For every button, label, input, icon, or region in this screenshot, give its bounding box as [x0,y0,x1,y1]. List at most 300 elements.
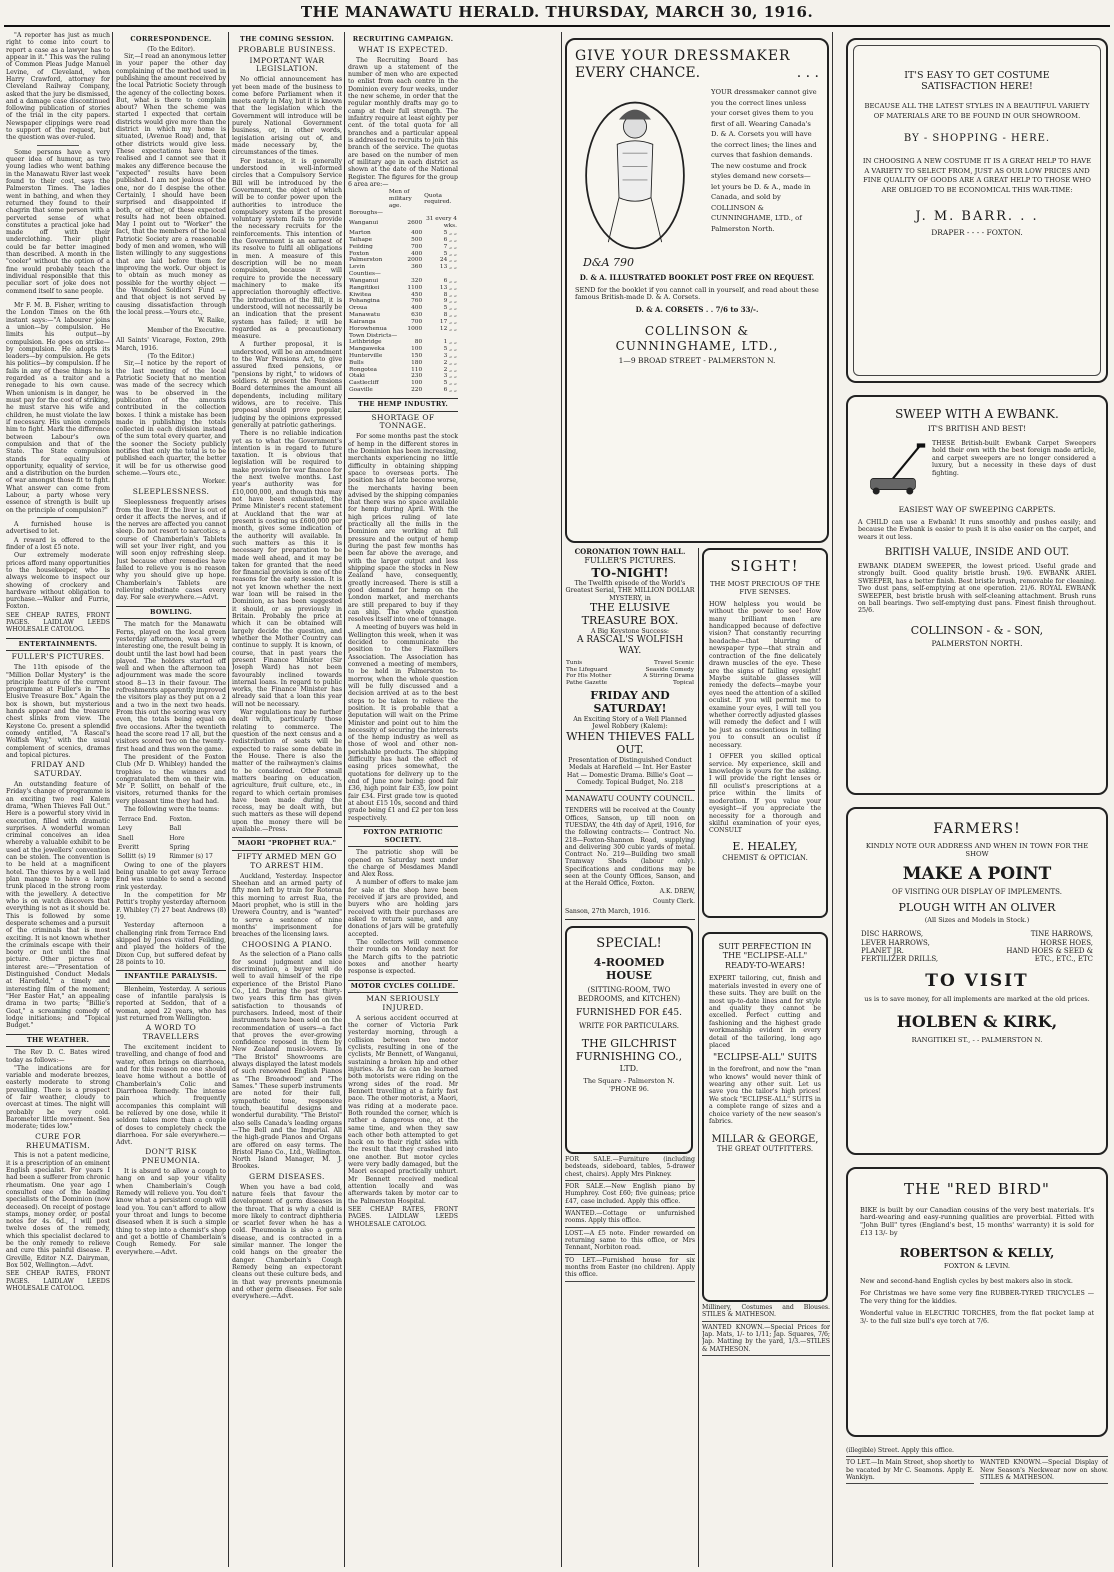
ad-headline: SATISFACTION HERE! [921,81,1033,93]
ad-body: An Exciting Story of a Well Planned Jewel Robbery (Kalem): [573,715,687,731]
ad-body: BECAUSE ALL THE LATEST STYLES IN A BEAUTIFUL VARIETY OF MATERIALS ARE TO BE FOUND IN OUR SHOWROOM. [864,102,1090,120]
article-paragraph: Sir,—I notice by the report of the last meeting of the local Patriotic Society that no mention was made of the secrecy which was to be observed in the publication of the amounts contributed in the collection boxes. I think a mistake has been made in publishing the totals collected in each division instead of the sum total every quarter, and the sooner the Society publicly notifies that only the total is to be published each quarter, the better it will be for us otherwise good scheme.—Yours etc., [116,360,226,477]
carpet-sweeper-icon [858,442,928,498]
article-paragraph: There is no reliable indication yet as to what the Government's intention is in regard to future taxation. It is obvious that legislation will be required to make provision for war finance for the next twelve months. Last year's authority was for £10,000,000, and though this may not have been exhausted, the Prime Minister's recent statement at Auckland that the war at present is costing us £600,000 per month, gives some indication of the authority will available. In such matters as this it is necessary for preparation to be made well ahead, and it may be taken for granted that the need for financial provision is one of the reasons for the early session. It is not yet known whether the next war loan will be raised in the Dominion, as has been suggested it should, or as previously in Britain. Probably the price at which it can be obtained will largely decide the question, and whether the Mother Country can continue to supply. It is known, of course, that in past years the present Finance Minister (Sir Joseph Ward) has not been favourably inclined towards internal loans. In regard to public works, the Finance Minister has already said that a loan this year will not be necessary. [232,430,342,708]
table-row [348,244,458,251]
table-cell: Kairanga [349,318,376,325]
article-paragraph: A meeting of buyers was held in Wellington this week, when it was decided to communicate the position to the Flaxmillers Association. The Association has convened a meeting of members, to be held in Palmerston to-morrow, when the whole question will be fully discussed and a decision arrived at as to the best steps to be taken to relieve the position. It is probable that a deputation will wait on the Prime Minister and point out to him the necessity of securing the interests of the hemp industry as well as those of wool and other non-perishable products. The shipping difficulty has had the effect of easing prices somewhat, the quotations for delivery up to the end of June now being: good fair £36, high point fair £35, low point fair £34. First grade tow is quoted at about £15 10s, second and third grade being £1 and £2 per ton less respectively. [348,624,458,822]
table-cell: Levin [349,264,366,271]
table-cell: 400 [411,230,423,237]
section-heading: THE WEATHER. [6,1034,110,1048]
ad-headline: TO VISIT [925,971,1029,992]
table-cell: 17 „ „ [439,318,457,325]
ad-price: D. & A. CORSETS . . 7/6 to 33/-. [635,305,759,315]
headline: FIFTY ARMED MEN GO TO ARREST HIM. [237,852,337,870]
notice: SEE CHEAP RATES, FRONT PAGES. LAIDLAW LEEDS WHOLESALE CATOLOG. [6,611,110,634]
article-paragraph: The match for the Manawatu Ferns, played on the local green yesterday afternoon, was a very interesting one, the result being in doubt until the last bowl had been played. The holders started off well and when the afternoon tea adjournment was made the score stood 8—13 in their favour. The refreshments apparently improved the visitors play as they put on a 2 and a two in the next two heads. From this out the scoring was very even, the totals being equal on five occasions. After the twentieth head the score read 17 all, but the visitors scored two on the twenty-first head and thus won the game. [116,621,226,753]
section-heading: CORRESPONDENCE. [130,35,212,43]
table-row [118,835,224,842]
table-cell: Rongotea [349,366,378,373]
table-cell: Lethbridge [349,339,382,346]
table-cell: 6 „ „ [443,387,457,394]
signature: Worker. [202,478,226,486]
table-cell: 6 „ „ [443,236,457,243]
signature: A.K. DREW, [659,887,695,895]
costume-advertisement [846,38,1108,383]
classified-ad: WANTED.—Cottage or unfurnished rooms. Apply this office. [565,1208,695,1228]
ad-headline: FARMERS! [933,821,1021,837]
table-row [348,380,458,387]
table-cell: Everitt [118,843,139,851]
table-cell: 2000 [407,257,423,264]
table-cell: 100 [411,380,423,387]
ad-body: (All Sizes and Models in Stock.) [924,915,1030,924]
article-paragraph: Owing to one of the players being unable to get away Terrace End was unable to send a second rink yesterday. [116,861,226,891]
corset-model-number: D&A 790 [583,256,635,270]
article-paragraph: For some months past the stock of hemp in the different stores in the Dominion has been increasing, merchants experiencing no little difficulty in obtaining shipping space to overseas ports. The position has of late become worse, the merchants having been advised by the shipping companies that there was no space available for hemp during April. With the high prices ruling of late practically all the mills in the Dominion are working at full pressure and the output of hemp during the past few months has been far above the average, and with the larger output and less shipping space the stocks in New Zealand have, consequently, greatly increased. There is still a good demand for hemp on the London market, and merchants are still prepared to buy if they can ship. The whole question resolves itself into one of tonnage. [348,433,458,624]
table-cell: Pohangina [349,298,380,305]
article-paragraph: The Recruiting Board has drawn up a statement of the number of men who are expected to enlist from each centre in the Dominion every four weeks, under the new scheme, in order that the regular monthly drafts may go to camp at their full strength. The infantry require at least eighty per cent. of the total quota for all branches and a particular appeal is addressed to recruits to join this branch of the service. The quotas are based on the number of men of military age in each district as shown at the date of the National Register. The figures for the group 6 area are:— [348,56,458,188]
classified-ad: LOST.—A £5 note. Finder rewarded on returning same to this office, or Mrs Tennant, Norbiton road. [565,1228,695,1255]
column-5-left [565,548,695,1567]
article-paragraph: A further proposal, it is understood, will be an amendment to the War Pensions Act, to give assured fixed pensions, or "pensions by right," to widows of soldiers. At present the Pensions Board determines the amount all dependents, including military widows, are to receive. This proposal should prove popular, judging by the opinions expressed generally at patriotic gatherings. [232,341,342,429]
column-divider [344,32,345,1567]
article-paragraph: A furnished house is advertised to let. [6,521,110,536]
article-paragraph: It is absurd to allow a cough to hang on and sap your vitality when Chamberlain's Cough Remedy will relieve you. You don't know what a persistent cough will lead you. You can't afford to allow your throat and lungs to become diseased when it is such a simple thing to step into a chemist's shop and get a bottle of Chamberlain's Cough Remedy. For sale everywhere.—Advt. [116,1168,226,1256]
table-cell: 1000 [407,325,423,332]
table-row [118,825,224,832]
article-paragraph: Mr F. M. B. Fisher, writing to the London Times on the 6th instant says:—"A labourer joins a union—by compulsion. He limits his output—by compulsion. He goes on strike—by compulsion. He adopts its leaders—by compulsion. He gets his politics—by compulsion. If he fails in any of these things he is regarded as a traitor and a renegade to his own cause. When unionism is in danger, he must pay for the cost of striking, he must starve his wife and children, he must violate the law if necessary. His union compels him to fight. Mark the difference between Labour's own compulsion and that of the State. The State compulsion stands for equality of opportunity, equality of service, and a distribution on the burden of war amongst those fit to fight. What answer can come from Labour, a party whose very essence of strength is built up on the principle of compulsion?" [6,301,110,514]
table-cell: 7 „ „ [443,243,457,250]
ad-headline: 4-ROOMED HOUSE [593,956,665,983]
column-divider [698,548,699,1567]
ad-headline: FULLER'S PICTURES. [584,556,676,566]
ad-firm-name: COLLINSON & [644,324,750,339]
ad-firm-title: THE GREAT OUTFITTERS. [716,1145,814,1154]
table-row [348,271,458,278]
column-1 [6,32,110,1567]
ad-body: A CHILD can use a Ewbank! It runs smoothly and pushes easily; and because the Ewbank is easier to push it is also easier on the carpet, and wears it out less. [858,518,1096,541]
ad-product: PLOUGH WITH AN OLIVER [898,900,1056,914]
separator [37,298,79,299]
table-cell: Wanganui [349,219,379,226]
article-paragraph: When you have a bad cold, nature feels that favour the development of germ diseases in the throat. That is why a child is more likely to contract diphtheria or scarlet fever when he has a cold. Pneumonia is also a germ disease, and is contracted in a similar manner. The longer the cold hangs on the greater the danger. Chamberlain's Cough Remedy being an expectorant cleans out these culture beds, and in that way prevents pneumonia and other germ diseases. For sale everywhere.—Advt. [232,1183,342,1301]
table-cell: Rangitikei [349,284,380,291]
separator [37,517,79,518]
table-cell: PLANET JR. [861,946,904,955]
table-cell: 8 „ „ [443,312,457,319]
ad-body: Wonderful value in ELECTRIC TORCHES, from the flat pocket lamp at 3/- to the full size bull's eye torch at 7/6. [860,1310,1094,1325]
table-row [860,930,1094,938]
feature-title: WHEN THIEVES FALL OUT. [566,729,694,756]
table-header: Terrace End. [118,816,158,824]
column-2 [116,32,226,1567]
article-paragraph: A reward is offered to the finder of a lost £5 note. [6,536,110,551]
table-cell: 13 „ „ [439,284,457,291]
table-row [118,853,224,860]
table-cell: 31 every 4 wks. [426,216,457,230]
classified-ad: WANTED KNOWN.—Special Display of New Season's Neckwear now on show. STILES & MATHESON. [980,1457,1108,1484]
table-cell: Marton [349,230,371,237]
table-cell: Oroua [349,305,368,312]
ad-body: WRITE FOR PARTICULARS. [578,1021,680,1030]
headline: FRIDAY AND SATURDAY. [30,760,86,779]
table-cell: Pathe Gazette [566,680,608,687]
coronation-hall-advertisement [565,548,695,791]
ad-body: THESE British-built Ewbank Carpet Sweepers hold their own with the best foreign made article, and carpet sweepers are no longer considered a luxury, but a necessity in these days of dust fighting. [932,440,1096,477]
table-cell: Kiwitea [349,291,372,298]
ad-firm-name: ROBERTSON & KELLY, [899,1245,1055,1260]
table-cell: 220 [411,387,423,394]
ad-price: FURNISHED FOR £45. [576,1007,682,1018]
ad-venue: CORONATION TOWN HALL. [574,548,686,556]
table-row [348,319,458,326]
programme-table [565,660,695,687]
table-cell: LEVER HARROWS, [861,938,930,947]
table-header [348,189,388,209]
table-row [348,387,458,394]
separator [37,145,79,146]
table-row [565,660,695,667]
table-cell: 6 „ „ [443,277,457,284]
column-divider [832,32,833,1567]
table-row [565,680,695,687]
table-cell: 2600 [407,219,423,226]
quota-table [348,189,458,394]
table-row [348,373,458,380]
article-paragraph: Our extremely moderate prices afford many opportunities to the housekeeper, who is always welcome to inspect our showing of crockery and hardware without obligation to purchase.—Walker and Furrie, Foxton. [6,552,110,611]
ad-address: RANGITIKEI ST., - - PALMERSTON N. [911,1036,1043,1045]
table-row [118,816,224,823]
table-row [348,285,458,292]
table-cell: Bulls [349,359,364,366]
table-group-label: Town Districts— [349,332,398,339]
table-cell: The Lifeguard [566,666,608,673]
table-cell: 13 „ „ [439,264,457,271]
table-cell: 700 [411,318,423,325]
section-heading: MAORI "PROPHET RUA." [232,837,342,851]
ad-firm-name: MILLAR & GEORGE, [711,1133,819,1145]
masthead-rule [4,25,1110,27]
ad-address: FOXTON & LEVIN. [943,1261,1011,1270]
ad-body: BIKE is built by our Canadian cousins of the very best materials. It's hard-wearing and easy-running qualities are proverbial. Fitted with "John Bull" tyres (England's best, 15 months' warranty) it is sold for £13 13/- by [860,1205,1094,1237]
table-row [348,326,458,333]
feature-title: A RASCAL'S WOLFISH WAY. [576,635,684,657]
ad-headline: GIVE YOUR DRESSMAKER [575,48,791,64]
ad-slogan: EASIEST WAY OF SWEEPING CARPETS. [898,505,1056,514]
table-cell: 1100 [407,284,423,291]
table-row [348,257,458,264]
table-cell: DISC HARROWS, [861,930,924,939]
table-cell: 5 „ „ [443,305,457,312]
table-cell: 8 „ „ [443,291,457,298]
table-cell: Snell [118,834,134,842]
ad-firm-name: THE GILCHRIST [581,1036,677,1050]
classified-ad: Millinery, Costumes and Blouses. STILES & MATHESON. [702,1302,830,1322]
article-paragraph: Sir,—I read an anonymous letter in your paper the other day complaining of the method used in publishing the amount received by the local Patriotic Society through the agency of the collecting boxes. But, what is there to complain about? When the scheme was started I expected that certain districts would give more than the district in which my home is situated, (Avenue Road) and, that other districts would give less. These expectations have been realised and I cannot see that it makes any difference because the "expected" results have been published. I am not jealous of the one, nor do I despise the other. Certainly, I should have been surprised and disappointed if both, or either, of these expected results had not been obtained. May I point out to "Worker" the fact, that the members of the local Patriotic Society are a reasonable body of men and women, who will listen willingly to any suggestions that are laid before them for improving the work. Our object is to obtain as much money as possible for the worthy object — the Wounded Soldiers' Fund — and that object is not served by causing dissatisfaction through the local press.—Yours etc., [116,52,226,316]
column-3 [232,32,342,1567]
table-row [348,292,458,299]
table-row [348,360,458,367]
notice-body: TENDERS will be received at the County Offices, Sanson, up till noon on TUESDAY, the 4th day of April, 1916, for the following contracts:— Contract No. 218—Foxton-Shannon Road, supplying and delivering 300 cubic yards of metal. Contract No. 219—Building two small Tramway Sheds (labour only). Specifications and conditions may be seen at the County Offices, Sanson, and at the Herald Office, Foxton. [565,807,695,888]
column-divider [112,32,113,1567]
headline: CURE FOR RHEUMATISM. [25,1131,91,1150]
table-cell: 2 „ „ [443,366,457,373]
implements-table [860,930,1094,963]
table-cell: 230 [411,373,423,380]
section-heading: RECRUITING CAMPAIGN. [352,35,454,43]
article-paragraph: The Rev D. C. Bates wired today as follows:— [6,1049,110,1064]
table-cell: 2 „ „ [443,359,457,366]
ad-body: Presentation of Distinguished Conduct Medals at Harefield — Int. Her Easter Hat — Domestic Drama. Billie's Goat — Comedy. Topical Budget, No. 218 [566,756,694,786]
ad-products: EWBANK DIADEM SWEEPER, the lowest priced. Useful grade and strongly built. Good quality bristle brush. 19/6. EWBANK ARIEL SWEEPER, has a better finish. Best bristle brush, removable for cleaning. Two dust pans, self-emptying at one operation. 21/6. ROYAL EWBANK SWEEPER, best bristle brush with self-cleaning attachment. Brush runs on ball bearings. Two self-emptying dust pans. Finest finish throughout. 25/6. [858,562,1096,615]
table-cell: 760 [411,298,423,305]
article-paragraph: The excitement incident to travelling, and change of food and water, often brings on diarrhoea, and for this reason no one should leave home without a bottle of Chamberlain's Colic and Diarrhoea Remedy. The intense pain which frequently accompanies this complaint will be relieved by one dose, while it seldom takes more than a couple of doses to completely check the diarrhoea. For sale everywhere.—Advt. [116,1044,226,1147]
headline: IMPORTANT WAR LEGISLATION. [249,55,325,74]
ad-body: SEND for the booklet if you cannot call in yourself, and read about these famous British-made D. & A. Corsets. [575,285,819,302]
ad-body: us is to save money, for all implements are marked at the old prices. [864,994,1090,1003]
table-cell: 320 [411,277,423,284]
table-row [118,844,224,851]
article-paragraph: Sleeplessness frequently arises from the liver. If the liver is out of order it affects the nerves, and if the nerves are affected you cannot sleep. Do not resort to narcotics; a course of Chamberlain's Tablets will set your liver right, and you will soon enjoy refreshing sleep. Just because other remedies have failed to relieve you is no reason why you should give up hope. Chamberlain's Tablets are relieving obstinate cases every day. For sale everywhere.—Advt. [116,499,226,602]
table-cell: 80 [414,339,423,346]
ad-slogan: BY - SHOPPING - HERE. [903,133,1051,145]
classified-ad: FOR SALE.—Furniture (including bedsteads, sideboard, tables, 5-drawer chest, chairs). Apply Mrs Pinkney. [565,1154,695,1181]
ad-firm-name: CUNNINGHAME, LTD., [615,338,779,353]
corset-advertisement [565,38,829,543]
classified-ad: TO LET.—In Main Street, shop shortly to be vacated by Mr C. Seamons. Apply E. Wankiyn. [846,1457,974,1484]
table-row [860,955,1094,963]
notice: SEE CHEAP RATES, FRONT PAGES. LAIDLAW LEEDS WHOLESALE CATOLOG. [348,1205,458,1228]
ad-subheadline: THE MOST PRECIOUS OF THE FIVE SENSES. [710,579,820,596]
table-cell: A Stirring Drama [643,673,694,680]
ad-headline: THE "RED BIRD" [904,1180,1050,1198]
table-cell: 100 [411,346,423,353]
classified-ad: (illegible) Street. Apply this office. [846,1445,1108,1457]
article-paragraph: As the selection of a Piano calls for sound judgment and nice discrimination, a buyer will do well to avail himself of the ripe experience of the Bristol Piano Co., Ltd. During the past thirty-two years this firm has given satisfaction to thousands of purchasers. Indeed, most of their instruments have been sold on the recommendation of users—a fact that proves the ever-growing confidence reposed in them by New Zealand music-lovers. In "The Bristol" Showrooms are always displayed the latest models of such renowned English Pianos as "The Broadwood" and "The Sames." These superb instruments are noted for their full, sympathetic tone, responsive touch, beautiful designs and wonderful durability. "The Bristol" also sells Canada's leading organs—The Bell and the Imperial. All the high-grade Pianos and Organs are offered on easy terms. The Bristol Piano Co., Ltd., Wellington. North Island Manager, M. J. Brookes. [232,951,342,1171]
table-cell: 500 [411,236,423,243]
ad-firm-name: E. HEALEY, [732,839,798,853]
article-paragraph: A number of offers to make jam for sale at the shop have been received if jars are provided, and buyers who are holding jars received with their purchases are asked to return same, and any donations of jars will be gratefully accepted. [348,879,458,938]
table-group-label: Counties— [349,271,381,278]
table-cell: 450 [411,291,423,298]
table-cell: Spring [169,843,190,851]
table-cell: 1 „ „ [443,339,457,346]
table-cell: Sollitt (s) 19 [118,852,156,860]
classified-ad: TO LET.—Furnished house for six months from Easter (no children). Apply this office. [565,1255,695,1282]
ad-body: OF VISITING OUR DISPLAY OF IMPLEMENTS. [892,887,1062,896]
ad-body: YOUR dressmaker cannot give you the correct lines unless your corset gives them to you first of all. Wearing Canada's D. & A. Corsets you will have the correct lines; the lines and curves that fashion demands. The new costume and frock styles demand new corsets—let yours be D. & A., made in Canada, and sold by COLLINSON & CUNNINGHAME, LTD., of Palmerston North. [711,88,817,233]
headline: WHAT IS EXPECTED. [358,44,448,54]
ad-headline: SWEEP WITH A EWBANK. [895,407,1059,421]
section-heading: FOXTON PATRIOTIC SOCIETY. [348,826,458,847]
column-5-right [702,548,830,1567]
table-cell: 360 [411,264,423,271]
section-heading: MOTOR CYCLES COLLIDE. [348,980,458,994]
ad-slogan: BRITISH VALUE, INSIDE AND OUT. [884,547,1070,559]
masthead: THE MANAWATU HERALD. THURSDAY, MARCH 30, 1916. [300,3,814,21]
table-row [348,216,458,230]
ad-firm-title: CHEMIST & OPTICIAN. [722,853,808,862]
ad-subheadline: IT'S BRITISH AND BEST! [927,424,1027,434]
table-cell: 5 „ „ [443,250,457,257]
feature-title: THE ELUSIVE TREASURE BOX. [581,601,679,628]
ad-firm-name: COLLINSON - & - SON, [910,623,1044,637]
article-paragraph: Yesterday afternoon a challenging rink from Terrace End skipped by Jones visited Feilding, and played the holders of the Dixon Cup, but suffered defeat by 28 points to 10. [116,922,226,966]
table-cell: Travel Scenic [654,659,694,666]
table-cell: 400 [411,305,423,312]
table-row [348,230,458,237]
ad-headline: EVERY CHANCE. [575,64,701,81]
headline: A WORD TO TRAVELLERS [142,1023,200,1042]
table-cell: Palmerston [349,257,383,264]
section-heading: INFANTILE PARALYSIS. [116,970,226,984]
subheading: (To the Editor). [147,45,195,53]
headline: SHORTAGE OF TONNAGE. [371,412,435,431]
table-cell: HORSE HOES, [1040,938,1093,947]
subheading: (To the Editor.) [147,353,195,360]
table-cell: Otaki [349,373,365,380]
article-paragraph: This is not a patent medicine, it is a prescription of an eminent English specialist. For years I had been a sufferer from chronic rheumatism. One year ago I consulted one of the leading specialists of the Dominion (now deceased). On receipt of postage stamps, money order, or postal notes for 4s. 6d., I will post twelve doses of the remedy, which this specialist declared to be the only remedy to relieve and cure this painful disease. P. Greville, Editor N.Z. Dairyman, Box 502, Wellington.—Advt. [6,1152,110,1270]
notice-title: MANAWATU COUNTY COUNCIL. [565,794,695,804]
special-house-advertisement [565,926,693,1154]
table-row [348,210,458,217]
article-paragraph: The patriotic shop will be opened on Saturday next under the charge of Mesdames Mandl and Alex Ross. [348,849,458,879]
corset-woman-icon [575,91,695,251]
article-paragraph: The following were the teams: [124,806,220,814]
ad-body: For Christmas we have some very fine RUBBER-TYRED TRICYCLES — The very thing for the kiddies. [860,1290,1094,1305]
ad-headline: READY-TO-WEARS! [725,960,805,970]
headline: PROBABLE BUSINESS. [238,44,336,54]
ad-address: 1—9 BROAD STREET - PALMERSTON N. [618,355,776,365]
table-row [565,667,695,674]
farmers-implements-advertisement [846,807,1108,1155]
ad-body: (SITTING-ROOM, TWO BEDROOMS, and KITCHEN) [577,986,681,1003]
table-cell: Castlecliff [349,380,379,387]
table-row [348,339,458,346]
table-cell: 150 [411,353,423,359]
table-cell: 12 „ „ [439,325,457,332]
ad-headline: MAKE A POINT [902,863,1052,884]
table-row [860,939,1094,947]
ad-body: HOW helpless you would be without the power to see! How many brilliant men are handicapped because of defective vision? That constantly recurring headache—that blurring of newspaper type—that strain and contraction of the fine delicately drawn muscles of the eye. These are the signs of failing eyesight! Maybe suitable glasses will remedy the defects—maybe your eyes need the attention of a skilled oculist. If you will permit me to examine your eyes, I will tell you whether correctly adjusted glasses will remedy the defect and I will be just as conscientious in telling you to consult an oculist if necessary. [709,600,821,749]
ad-address: PALMERSTON NORTH. [931,638,1023,648]
ad-headline: SPECIAL! [596,936,662,952]
table-cell: Mangaweka [349,346,385,353]
section-heading: THE COMING SESSION. [239,35,335,43]
ad-firm-name: LTD. [619,1063,639,1073]
table-header: Quota required. [424,192,452,206]
article-paragraph: War regulations may be further dealt with, particularly those relating to commerce. The question of the next census and a redistribution of seats will be expected to raise some debate in the House. There is also the matter of the railwaymen's claims to be considered. Other small matters bearing on education, agriculture, fruit culture, etc., in regard to which certain promises have been made during the recess, may be dealt with, but such matters as these will depend upon the money there will be available.—Press. [232,709,342,834]
table-cell: 9 „ „ [443,298,457,305]
corset-illustration [575,87,705,270]
ad-body: KINDLY NOTE OUR ADDRESS AND WHEN IN TOWN FOR THE SHOW [865,841,1089,858]
table-row [348,237,458,244]
table-cell: Levy [118,825,133,833]
table-cell: Foxton [349,250,370,257]
sight-optician-advertisement [702,548,828,918]
ad-body: IN CHOOSING A NEW COSTUME IT IS A GREAT HELP TO HAVE A VARIETY TO SELECT FROM, JUST AS OUR LOW PRICES AND FINE QUALITY OF GOODS ARE A GREAT HELP TO THOSE WHO ARE OBLIGED TO BE ECONOMICAL THIS WAR-TIME: [862,157,1092,194]
article-paragraph: "The indications are for variable and moderate breezes, easterly moderate to strong prevailing. There is a prospect of fair weather, cloudy to overcast at times. The night will probably be very cold. Barometer little movement. Sea moderate; tides low." [6,1064,110,1131]
table-cell: 24 „ „ [439,257,457,264]
article-paragraph: Some persons have a very queer idea of humour, as two young ladies who went bathing in the Manawatu River last week found to their cost, says the Palmerston Times. The ladies went in bathing, and when they returned they found to their chagrin that some person with a perverted sense of what constitutes a practical joke had made off with their underclothing. Their plight could be far better imagined than described. A month in the "cooler" without the option of a fine would probably teach the individual responsible that this peculiar sort of joke does not commend itself to sane people. [6,148,110,295]
table-cell: 110 [411,366,423,373]
table-cell: Horowhenua [349,325,387,332]
notice: SEE CHEAP RATES, FRONT PAGES. LAIDLAW LEEDS WHOLESALE CATOLOG. [6,1270,110,1292]
table-row [565,673,695,680]
ad-phone: 'PHONE 96. [609,1084,649,1093]
table-row [348,333,458,340]
table-group-label: Boroughs— [349,209,383,216]
table-cell: 180 [411,359,423,366]
dateline: All Saints' Vicarage, Foxton, 29th March, 1916. [116,337,226,352]
table-cell: 3 „ „ [443,373,457,380]
section-heading: ENTERTAINMENTS. [6,638,110,652]
article-paragraph: Blenheim, Yesterday. A serious case of infantile paralysis is reported at Seddon, that of a woman, aged 22 years, who has just returned from Wellington. [116,985,226,1023]
classified-pair [846,1457,1108,1484]
table-cell: Seaside Comedy [645,666,694,673]
section-heading: THE HEMP INDUSTRY. [348,398,458,412]
table-cell: 5 „ „ [443,346,457,353]
teams-table [116,814,226,861]
headline: MAN SERIOUSLY INJURED. [366,994,440,1012]
table-cell: FERTILIZER DRILLS, [861,955,939,964]
table-row [860,947,1094,955]
table-row [348,353,458,360]
ad-address: DRAPER - - - - FOXTON. [931,227,1023,237]
signature: County Clerk. [652,897,695,905]
table-row [348,305,458,312]
ad-firm-name: HOLBEN & KIRK, [896,1012,1058,1032]
article-paragraph: The collectors will commence their rounds on Monday next for the March gifts to the patriotic boxes and another hearty response is expected. [348,938,458,976]
table-row [348,189,458,209]
table-cell: Feilding [349,243,373,250]
table-header: Foxton. [169,816,192,824]
ad-body: in the forefront, and now the "man who knows" would never think of wearing any other suit. Let us save you the tailor's high prices! We stock "ECLIPSE-ALL" SUITS in a complete range of sizes and a choice variety of the new season's fabrics. [709,1066,821,1126]
article-paragraph: An outstanding feature of Friday's change of programme is an exciting two reel Kalem drama, "When Thieves Fall Out." Here is a powerful story vivid in execution, filled with dramatic surprises. A wonderful woman criminal conceives an idea whereby a valuable exhibit to be used at the jewellers' convention can be stolen. The convention is to be held at a magnificent hotel. The thieves by a well laid plan manage to have a large trunk placed in the strong room with the jewellery. A detective who is on watch discovers that everything is not as it should be. This is followed by some desperate schemes and a pursuit of the criminals that is most exciting. It is not known whether the criminals escape with their booty or not until the final picture. Other pictures of interest are:—"Presentation of Distinguished Conduct Medals at Harefield," a timely and interesting film of the moment; "Her Easter Hat," an appealing drama in two parts; "Billie's Goat," a screaming comedy of lodge initiations; and "Topical Budget." [6,780,110,1030]
article-paragraph: "A reporter has just as much right to come into court to report a case as a lawyer has to appear in it." This was the ruling of Common Pleas Judge Manuel Levine, of Cleveland, when Harry Crawford, attorney for Cleveland Railway Company, asked that the jury be dismissed, and a damage case discontinued following publication of stories of the trial in the city papers. Newspaper clippings were read to support of the request, but the question was over-ruled. [6,32,110,142]
table-row [348,367,458,374]
ad-headline: SIGHT! [730,557,800,575]
signature: Member of the Executive. [147,327,226,335]
table-cell: 3 „ „ [443,353,457,359]
table-row [348,251,458,258]
table-row [348,278,458,285]
article-paragraph: For instance, it is generally understood in well-informed circles that a Compulsory Service Bill will be introduced by the Government, the object of which will be to confer power upon the authorities to introduce the compulsory system if the present voluntary system fails to provide the necessary recruits for the reinforcements. This intention of the Government is an earnest of its resolve to fulfil all obligations in men. A measure of this description will be no mean compulsion, because it will require to provide the necessary machinery to make its appreciation thoroughly effective. The introduction of the Bill, it is understood, will not necessarily be an indication that the present system has failed; it will be regarded as a precautionary measure. [232,157,342,341]
ad-firm-name: FURNISHING CO., [575,1049,683,1063]
ad-headline: THE "ECLIPSE-ALL" [722,951,808,961]
table-cell: Wanganui [349,277,379,284]
ad-headline: FRIDAY AND SATURDAY! [590,689,670,715]
ad-product: "ECLIPSE-ALL" SUITS [712,1052,818,1063]
table-header: Men of military age. [388,189,412,209]
table-cell: 5 „ „ [443,230,457,237]
table-cell: 5 „ „ [443,380,457,387]
ad-body: New and second-hand English cycles by best makers also in stock. [860,1277,1073,1285]
ad-headline: TO-NIGHT! [591,565,669,580]
table-cell: Rimmer (s) 17 [169,852,213,860]
column-6-classifieds [846,1445,1108,1567]
article-paragraph: The president of the Foxton Club (Mr D. Whibley) handed the trophies to the winners and congratulated them on their win. Mr P. Sollitt, on behalf of the visitors, returned thanks for the very pleasant time they had had. [116,753,226,805]
table-cell: Taihape [349,236,373,243]
table-row [348,312,458,319]
table-cell: 700 [411,243,423,250]
table-cell: For His Mother [566,673,612,680]
ad-address: The Square - Palmerston N. [583,1077,675,1086]
article-paragraph: In the competition for Mr Pettit's trophy yesterday afternoon F. Whibley (7) 27 beat Andrews (8) 19. [116,892,226,921]
ad-booklet: D. & A. ILLUSTRATED BOOKLET POST FREE ON REQUEST. [579,273,815,283]
table-cell: Manawatu [349,312,381,319]
